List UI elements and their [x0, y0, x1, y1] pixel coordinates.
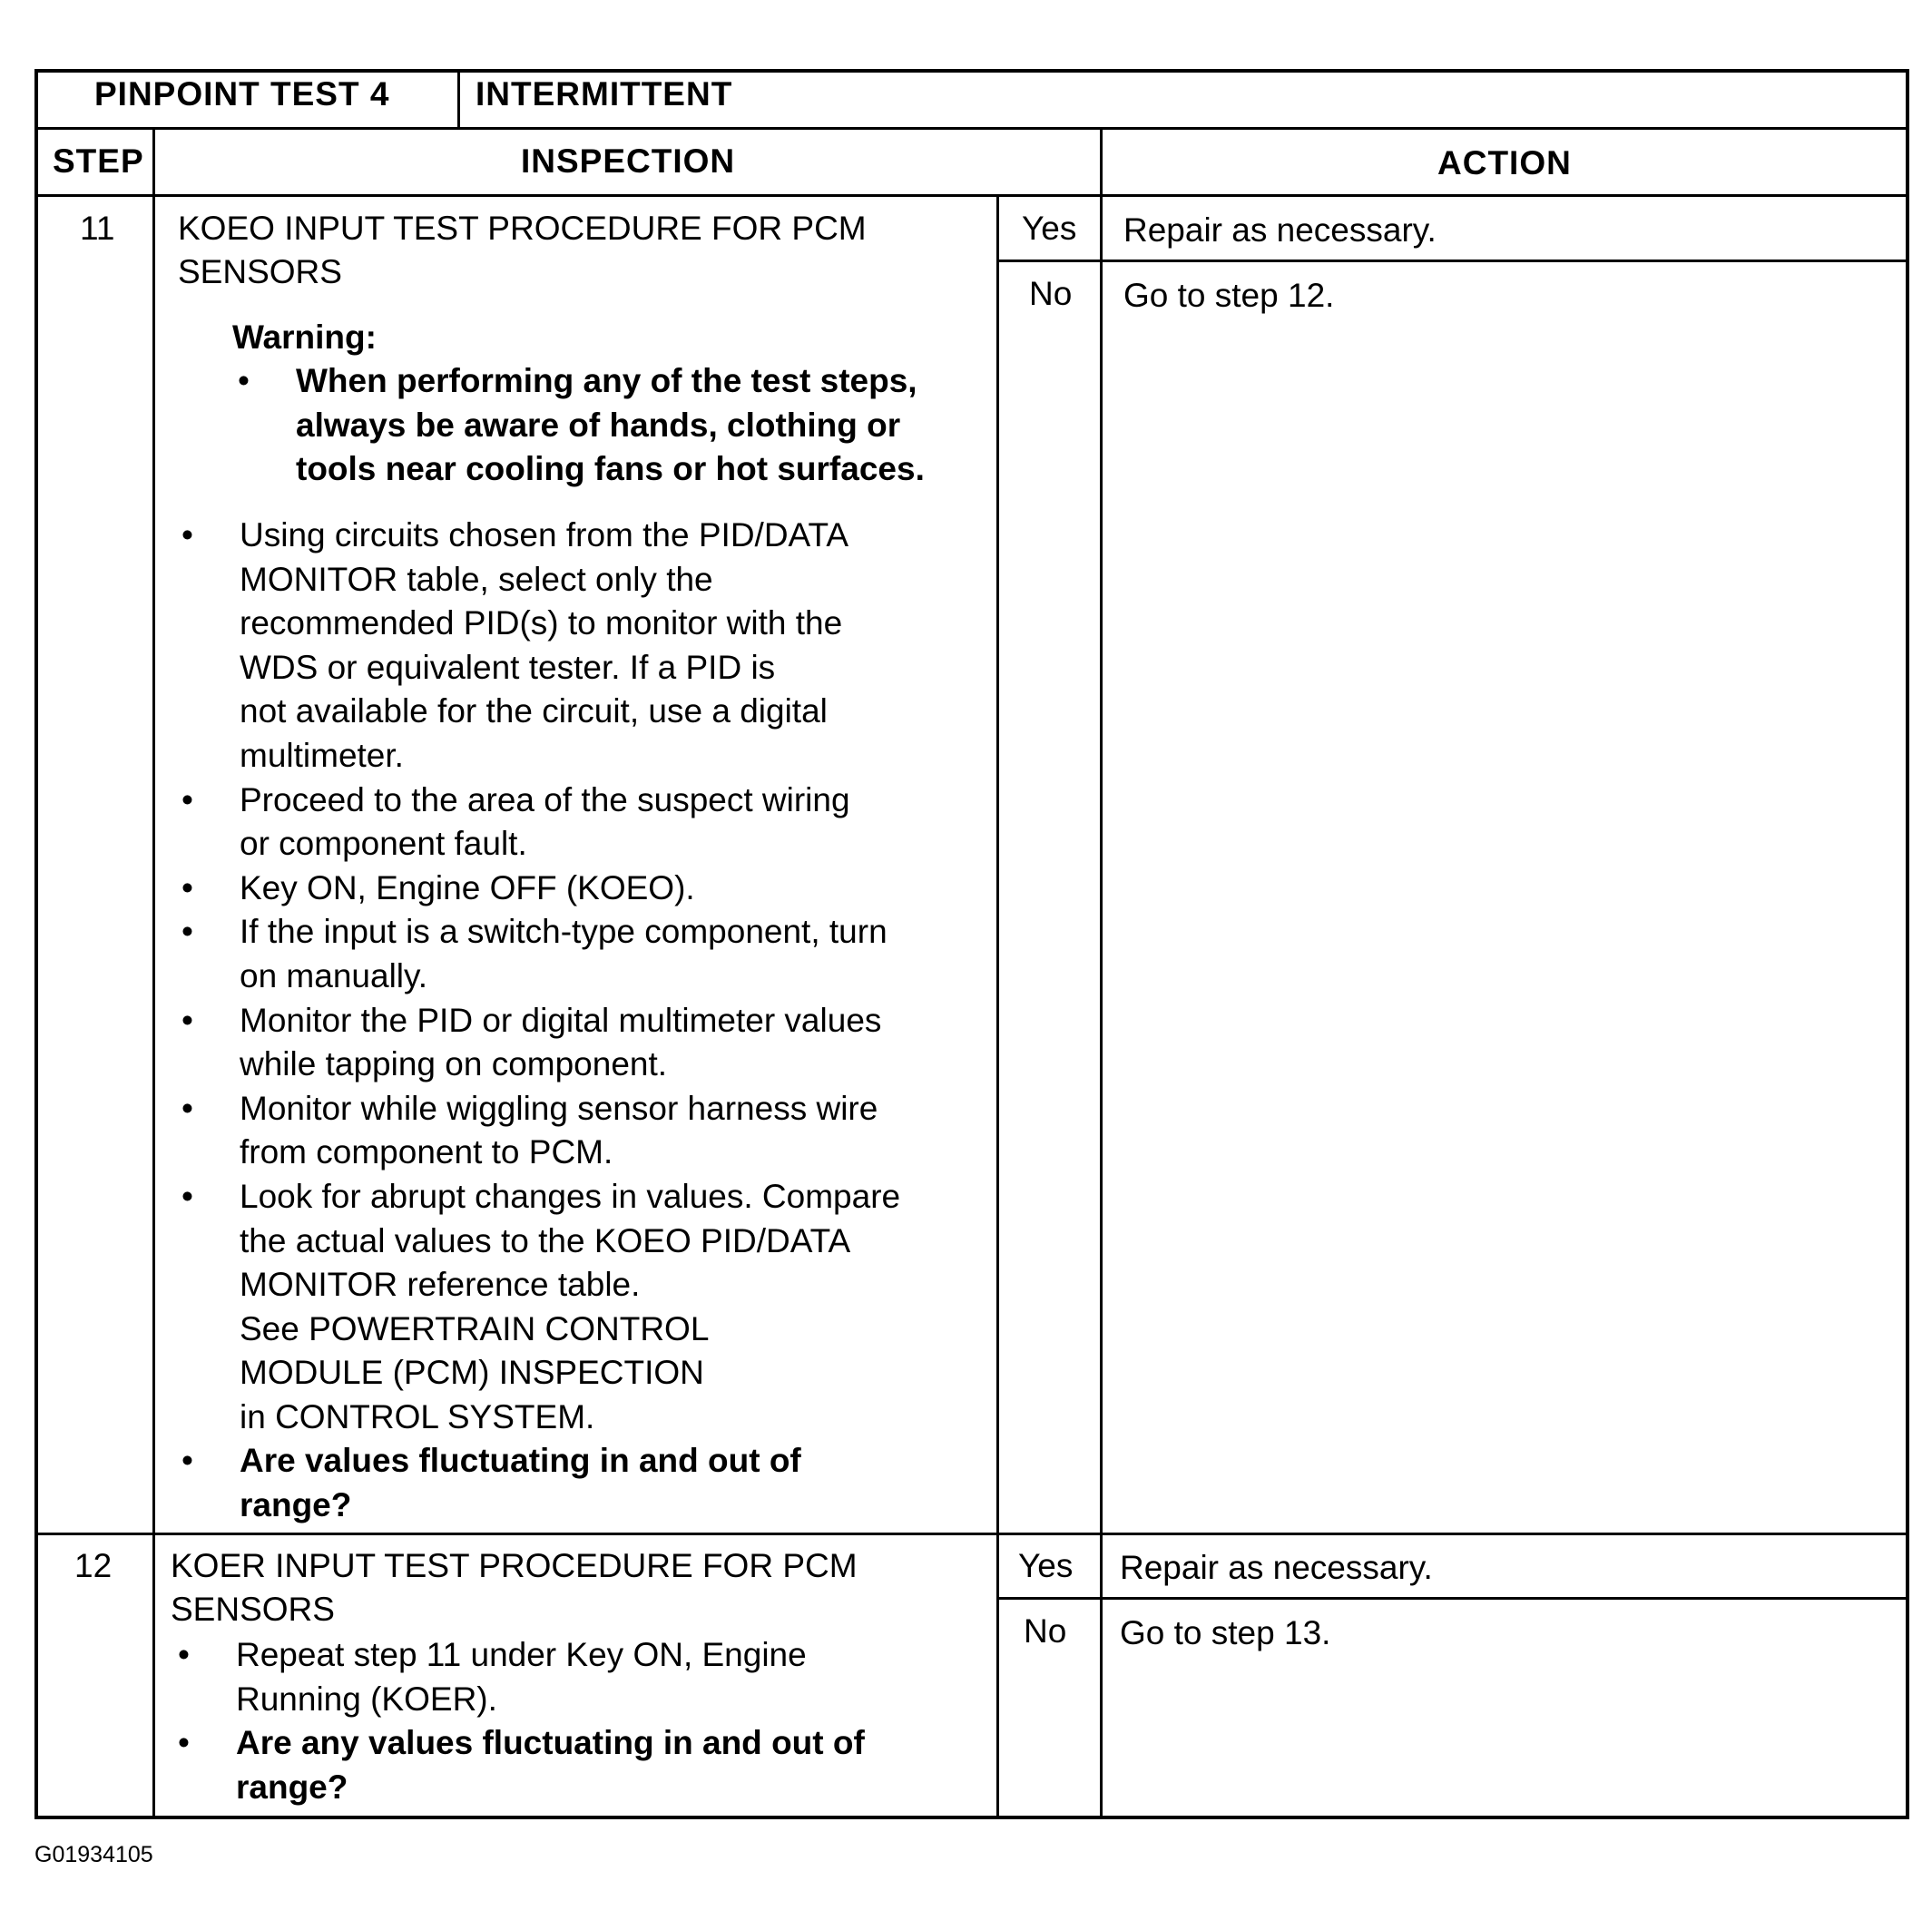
column-inspection: INSPECTION	[521, 142, 736, 180]
yes-label: Yes	[1022, 210, 1077, 247]
rule-yesno-col	[996, 194, 999, 1817]
list-item: • Key ON, Engine OFF (KOEO).	[174, 867, 900, 911]
figure-code: G01934105	[34, 1842, 153, 1867]
no-action: Go to step 12.	[1123, 277, 1335, 314]
yes-action: Repair as necessary.	[1123, 211, 1437, 249]
procedure-list	[174, 514, 900, 1528]
list-item: • Proceed to the area of the suspect wiring or component fault.	[174, 779, 900, 867]
no-label: No	[1024, 1612, 1067, 1650]
warning-list	[230, 359, 925, 492]
rule-columns-bottom	[36, 194, 1907, 197]
list-item: • Look for abrupt changes in values. Compare the actual values to the KOEO PID/DATA MONITOR reference table. See POWERTRAIN CONTROL MODULE (PCM) INSPECTION in CONTROL SYSTEM.	[174, 1175, 900, 1440]
column-step: STEP	[53, 142, 144, 180]
question-item: • Are values fluctuating in and out of range?	[174, 1439, 900, 1527]
rule-step11-yes-no	[996, 260, 1907, 262]
no-label: No	[1029, 275, 1073, 312]
no-action: Go to step 13.	[1120, 1614, 1331, 1651]
question-item: • Are any values fluctuating in and out of range?	[171, 1721, 865, 1809]
step-title: KOER INPUT TEST PROCEDURE FOR PCM SENSORS	[171, 1547, 858, 1628]
procedure-list	[171, 1633, 865, 1809]
warning-label: Warning:	[232, 318, 377, 356]
rule-step12-yes-no	[996, 1597, 1907, 1600]
rule-step11-bottom	[36, 1533, 1907, 1535]
warning-item: • When performing any of the test steps, always be aware of hands, clothing or tools near cooling fans or hot surfaces.	[230, 359, 925, 492]
yes-action: Repair as necessary.	[1120, 1549, 1433, 1586]
rule-step-col	[152, 127, 155, 1817]
list-item: • Using circuits chosen from the PID/DATA MONITOR table, select only the recommended PID(s) to monitor with the WDS or equivalent tester. If a PID is not available for the circuit, use a digital multimeter.	[174, 514, 900, 779]
list-item: • Monitor while wiggling sensor harness wire from component to PCM.	[174, 1087, 900, 1175]
column-action: ACTION	[1437, 144, 1572, 181]
step-number: 12	[74, 1547, 113, 1584]
test-label: PINPOINT TEST 4	[94, 75, 390, 113]
rule-header-divider	[457, 71, 460, 128]
list-item: • Monitor the PID or digital multimeter values while tapping on component.	[174, 999, 900, 1087]
step-title: KOEO INPUT TEST PROCEDURE FOR PCM SENSORS	[178, 210, 867, 290]
list-item: • If the input is a switch-type component, turn on manually.	[174, 910, 900, 998]
step-number: 11	[80, 210, 115, 247]
rule-header-bottom	[36, 127, 1907, 130]
list-item: • Repeat step 11 under Key ON, Engine Running (KOER).	[171, 1633, 865, 1721]
rule-action-col	[1100, 127, 1103, 1817]
yes-label: Yes	[1018, 1547, 1074, 1584]
test-name: INTERMITTENT	[476, 75, 733, 113]
